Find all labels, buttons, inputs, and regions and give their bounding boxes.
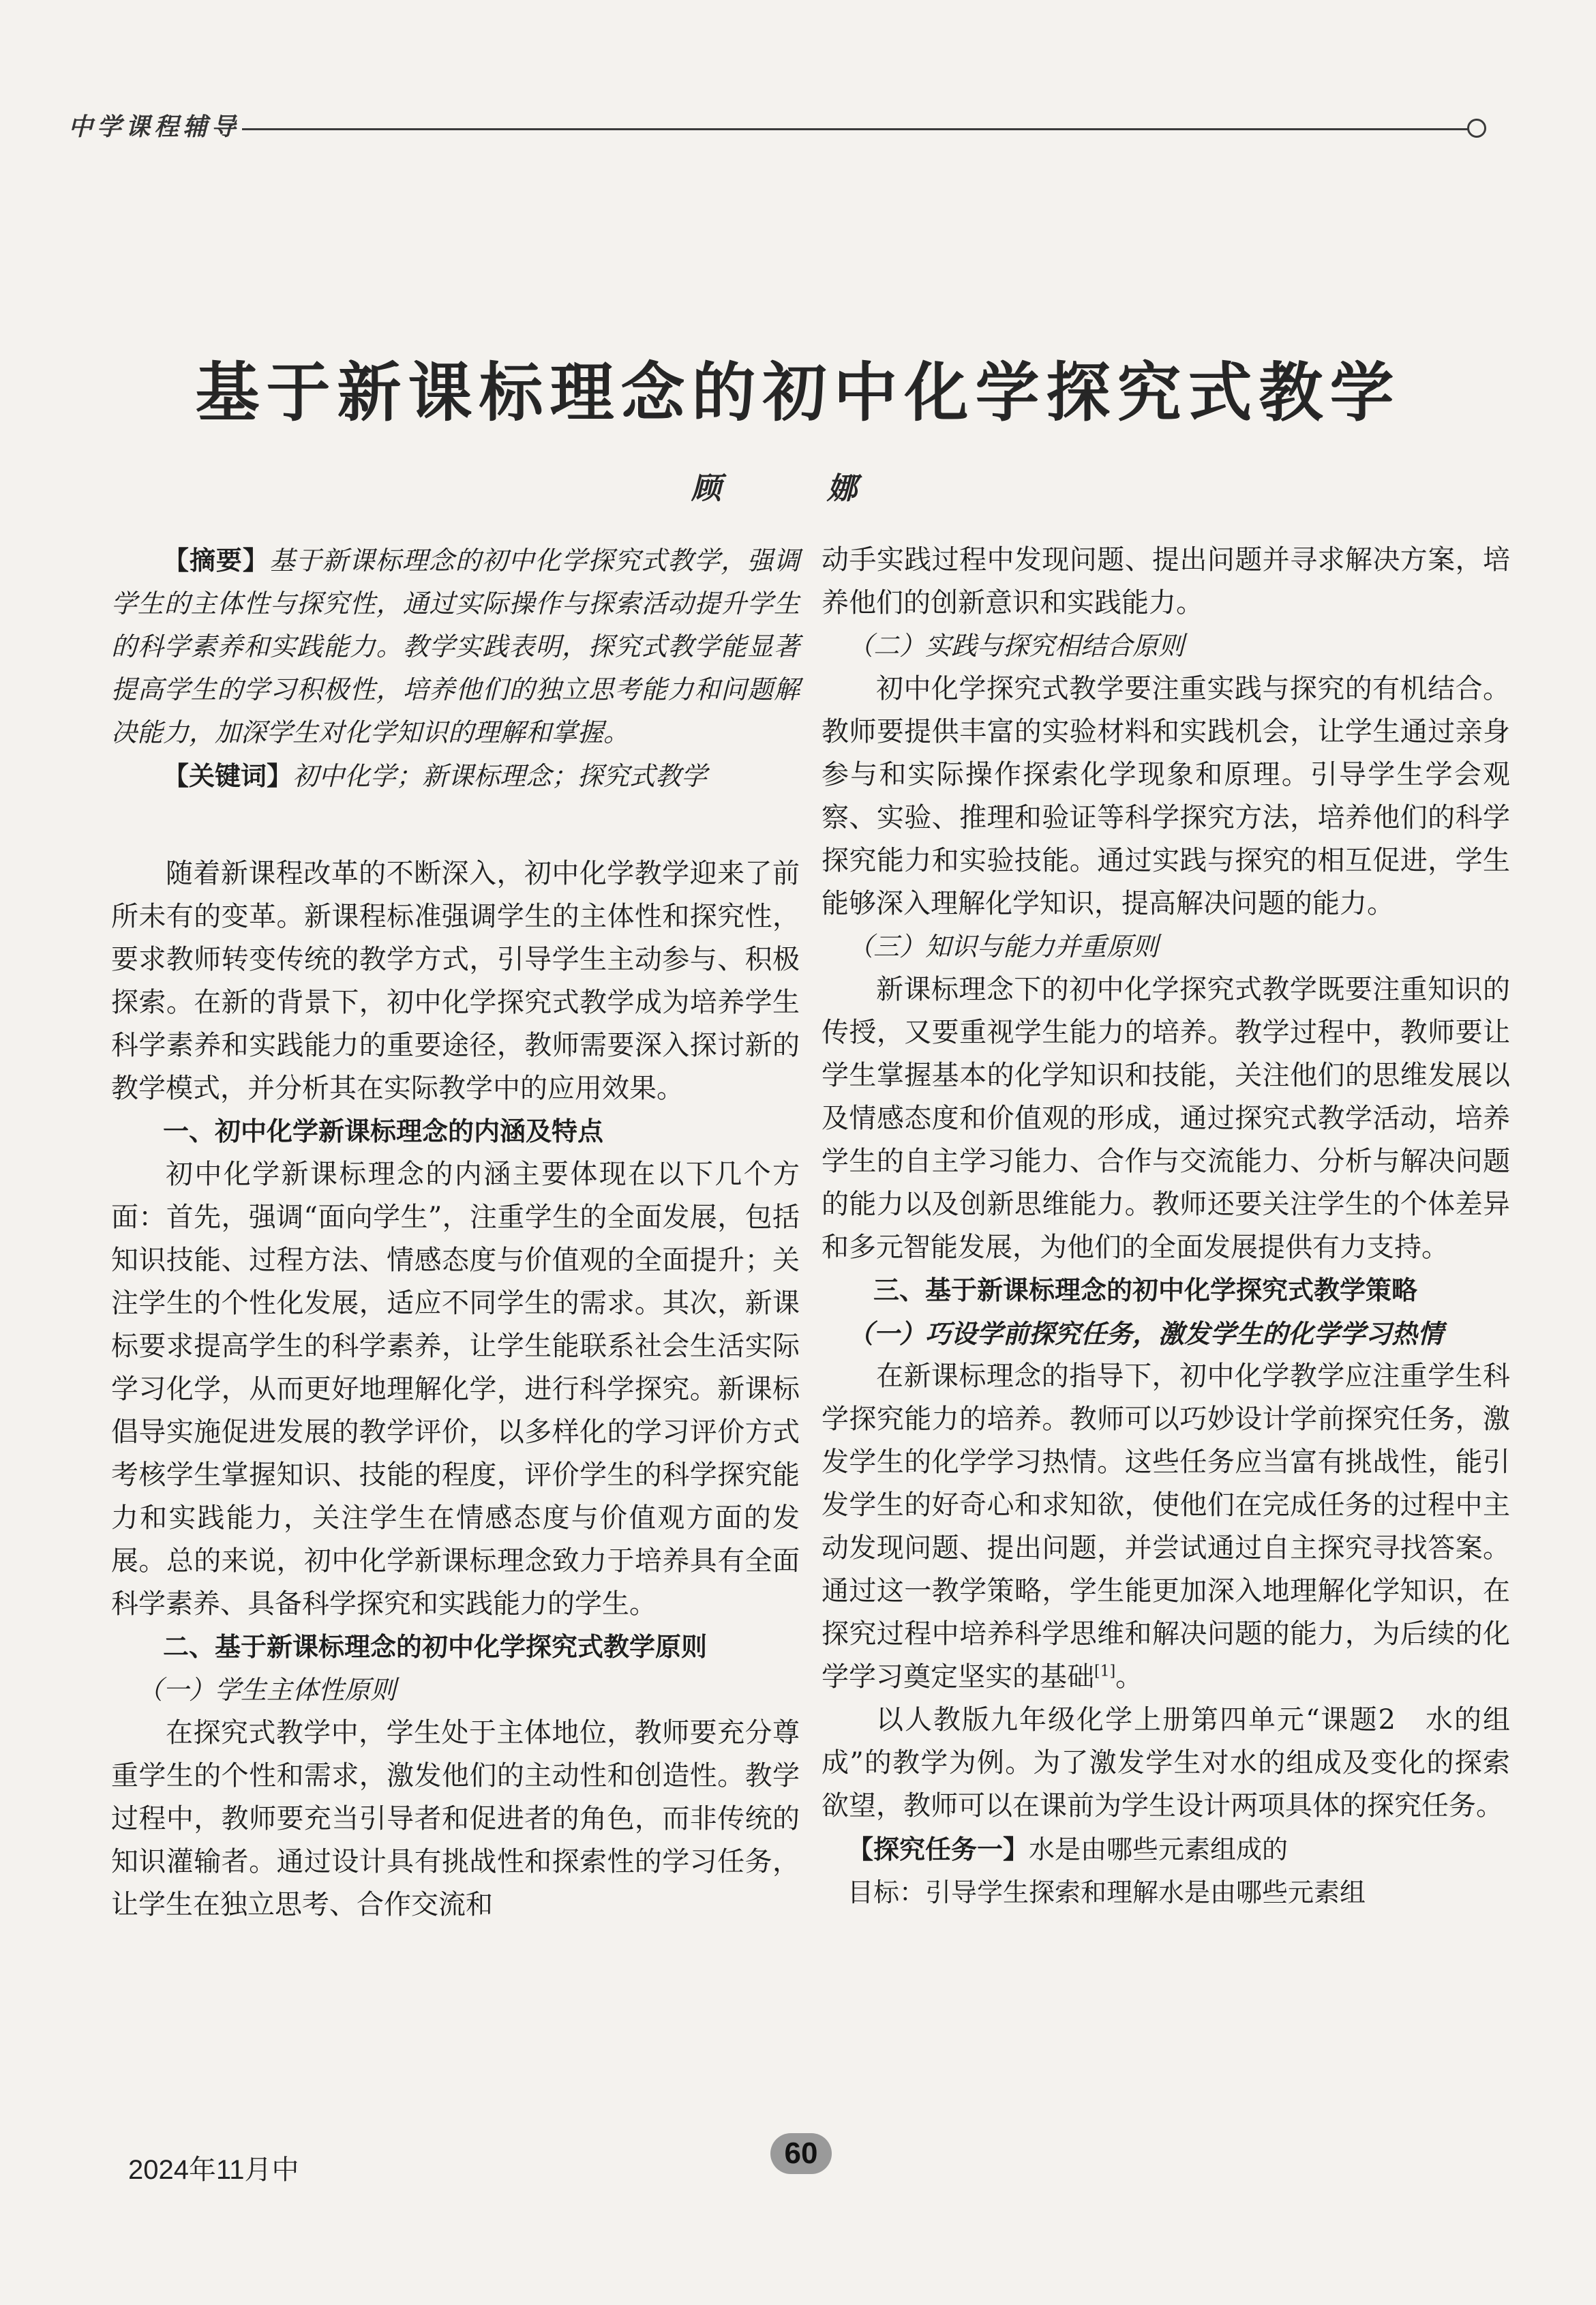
section-2-sub2-paragraph: 初中化学探究式教学要注重实践与探究的有机结合。教师要提供丰富的实验材料和实践机会，让学生通过亲身参与和实际操作探索化学现象和原理。引导学生学会观察、实验、推理和验证等科学探究方法，培养他们的科学探究能力和实验技能。通过实践与探究的相互促进，学生能够深入理解化学知识，提高解决问题的能力。 [822, 673, 1510, 919]
section-2-subheading-3: （三）知识与能力并重原则 [847, 932, 1159, 962]
section-3-heading: 三、基于新课标理念的初中化学探究式教学策略 [873, 1275, 1418, 1305]
task-1-text: 水是由哪些元素组成的 [1029, 1834, 1289, 1864]
page-number: 60 [770, 2133, 832, 2174]
article-title: 基于新课标理念的初中化学探究式教学 [195, 355, 1401, 430]
keywords-text: 初中化学；新课标理念；探究式教学 [292, 761, 708, 791]
section-1-paragraph: 初中化学新课标理念的内涵主要体现在以下几个方面：首先，强调“面向学生”，注重学生的全面发展，包括知识技能、过程方法、情感态度与价值观的全面提升；关注学生的个性化发展，适应不同学生的需求。其次，新课标要求提高学生的科学素养，让学生能联系社会生活实际学习化学，从而更好地理解化学，进行科学探究。新课标倡导实施促进发展的教学评价，以多样化的学习评价方式考核学生掌握知识、技能的程度，评价学生的科学探究能力和实践能力，关注学生在情感态度与价值观方面的发展。总的来说，初中化学新课标理念致力于培养具有全面科学素养、具备科学探究和实践能力的学生。 [111, 1159, 800, 1620]
task-1-label: 【探究任务一】 [847, 1834, 1029, 1864]
abstract-text: 基于新课标理念的初中化学探究式教学，强调学生的主体性与探究性，通过实际操作与探索活动提升学生的科学素养和实践能力。教学实践表明，探究式教学能显著提高学生的学习积极性，培养他们的独立思考能力和问题解决能力，加深学生对化学知识的理解和掌握。 [111, 546, 800, 747]
section-2-sub1-paragraph-part2: 动手实践过程中发现问题、提出问题并寻求解决方案，培养他们的创新意识和实践能力。 [822, 544, 1510, 619]
left-column [111, 539, 800, 1927]
section-3-sub1-paragraph-2: 以人教版九年级化学上册第四单元“课题2 水的组成”的教学为例。为了激发学生对水的组成及变化的探索欲望，教师可以在课前为学生设计两项具体的探究任务。 [822, 1704, 1510, 1821]
section-1-heading: 一、初中化学新课标理念的内涵及特点 [163, 1116, 604, 1146]
abstract-label: 【摘要】 [163, 545, 269, 576]
right-column [822, 539, 1510, 1914]
section-2-subheading-1: （一）学生主体性原则 [137, 1675, 397, 1705]
section-3-sub1-paragraph-1-text: 在新课标理念的指导下，初中化学教学应注重学生科学探究能力的培养。教师可以巧妙设计学前探究任务，激发学生的化学学习热情。这些任务应当富有挑战性，能引发学生的好奇心和求知欲，使他们在完成任务的过程中主动发现问题、提出问题，并尝试通过自主探究寻找答案。通过这一教学策略，学生能更加深入地理解化学知识，在探究过程中培养科学思维和解决问题的能力，为后续的化学学习奠定坚实的基础 [822, 1360, 1510, 1693]
abstract [111, 539, 800, 754]
intro-paragraph: 随着新课程改革的不断深入，初中化学教学迎来了前所未有的变革。新课程标准强调学生的主体性和探究性，要求教师转变传统的教学方式，引导学生主动参与、积极探索。在新的背景下，初中化学探究式教学成为培养学生科学素养和实践能力的重要途径，教师需要深入探讨新的教学模式，并分析其在实际教学中的应用效果。 [111, 858, 800, 1104]
keywords-label: 【关键词】 [163, 760, 293, 791]
running-head: 中学课程辅导 [68, 113, 241, 141]
section-2-sub3-paragraph: 新课标理念下的初中化学探究式教学既要注重知识的传授，又要重视学生能力的培养。教学过程中，教师要让学生掌握基本的化学知识和技能，关注他们的思维发展以及情感态度和价值观的形成，通过探究式教学活动，培养学生的自主学习能力、合作与交流能力、分析与解决问题的能力以及创新思维能力。教师还要关注学生的个体差异和多元智能发展，为他们的全面发展提供有力支持。 [822, 974, 1510, 1263]
author-name: 顾 娜 [691, 471, 905, 506]
keywords [111, 754, 800, 798]
section-2-heading: 二、基于新课标理念的初中化学探究式教学原则 [163, 1632, 708, 1662]
footer-date: 2024年11月中 [128, 2155, 299, 2185]
section-2-subheading-2: （二）实践与探究相结合原则 [847, 631, 1185, 661]
citation-1: [1] [1094, 1663, 1116, 1680]
section-2-sub1-paragraph-part1: 在探究式教学中，学生处于主体地位，教师要充分尊重学生的个性和需求，激发他们的主动性和创造性。教学过程中，教师要充当引导者和促进者的角色，而非传统的知识灌输者。通过设计具有挑战性和探索性的学习任务，让学生在独立思考、合作交流和 [111, 1717, 800, 1920]
section-3-sub1-paragraph-1 [822, 1355, 1510, 1699]
section-3-subheading-1: （一）巧设学前探究任务，激发学生的化学学习热情 [847, 1318, 1444, 1349]
task-1-goal: 目标：引导学生探索和理解水是由哪些元素组 [847, 1877, 1366, 1907]
section-3-sub1-paragraph-1-end: 。 [1115, 1661, 1143, 1693]
header-rule-end-circle [1467, 119, 1486, 138]
task-1 [822, 1828, 1510, 1871]
header-rule [242, 128, 1469, 130]
